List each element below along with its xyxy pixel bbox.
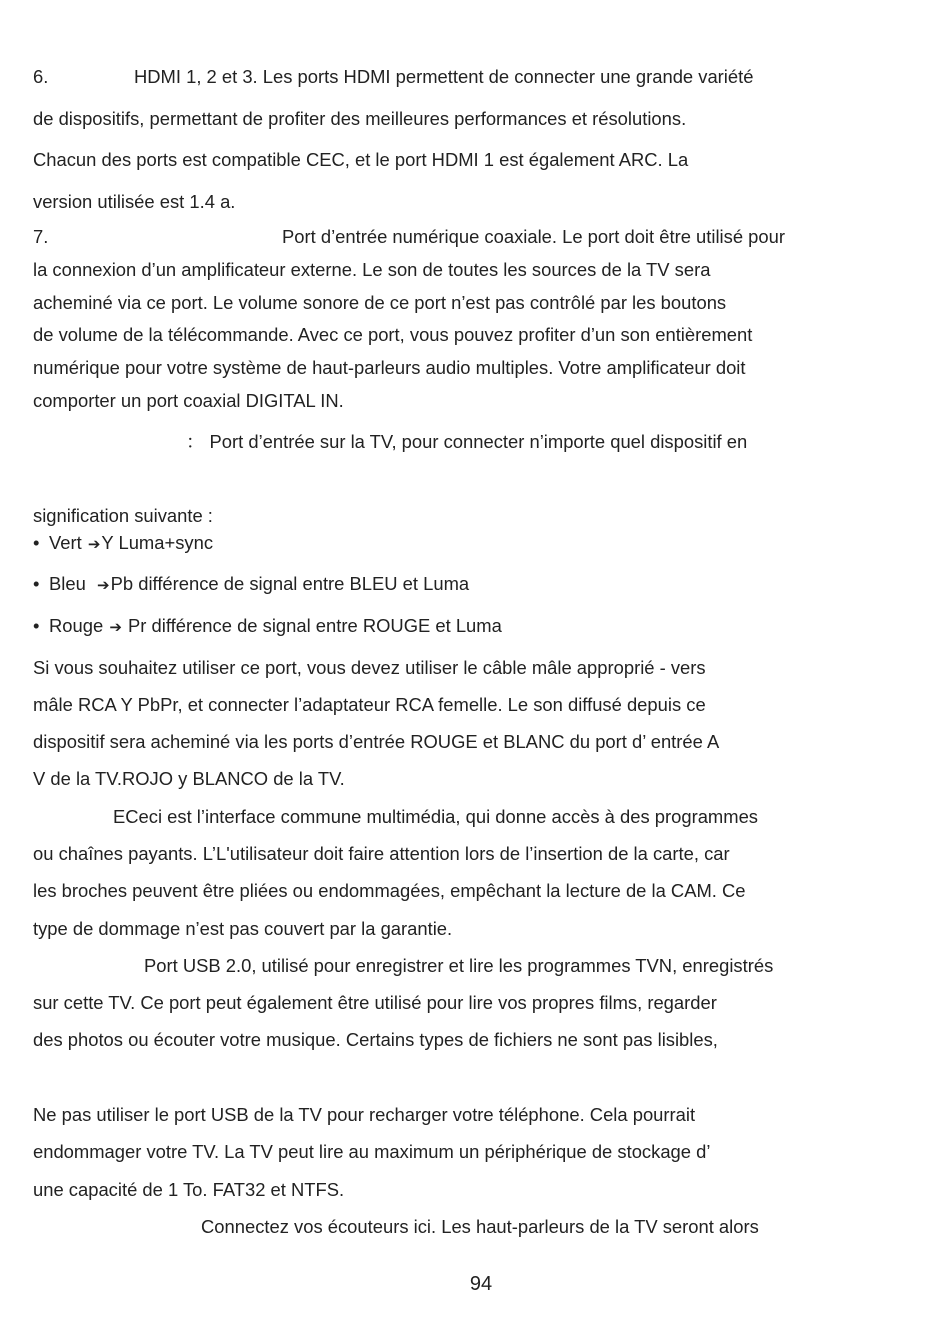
usb-warning-line: Ne pas utiliser le port USB de la TV pour recharger votre téléphone. Cela pourrait — [33, 1104, 696, 1125]
section-7-line: acheminé via ce port. Le volume sonore de ce port n’est pas contrôlé par les boutons — [33, 292, 727, 313]
arrow-right-icon: ➔ — [87, 536, 101, 553]
usb-line: sur cette TV. Ce port peut également être utilisé pour lire vos propres films, regarder — [33, 992, 717, 1013]
headphones-line: Connectez vos écouteurs ici. Les haut-parleurs de la TV seront alors — [201, 1216, 759, 1237]
bullet-dot: • — [33, 532, 40, 553]
section-7-line: numérique pour votre système de haut-parleurs audio multiples. Votre amplificateur doit — [33, 357, 746, 378]
ci-line: ou chaînes payants. L’L'utilisateur doit faire attention lors de l’insertion de la carte, car — [33, 843, 730, 864]
bullet-color: Vert — [49, 532, 82, 553]
section-7-line: Port d’entrée numérique coaxiale. Le port doit être utilisé pour — [282, 226, 785, 247]
section-6-line: de dispositifs, permettant de profiter des meilleures performances et résolutions. — [33, 108, 687, 129]
section-6-line: version utilisée est 1.4 a. — [33, 191, 236, 212]
bullet-color: Bleu — [49, 573, 86, 594]
section-6-number: 6. — [33, 66, 49, 87]
arrow-right-icon: ➔ — [97, 577, 110, 594]
bullet-item-red — [33, 615, 502, 639]
component-line: V de la TV.ROJO y BLANCO de la TV. — [33, 768, 345, 789]
ci-line: ECeci est l’interface commune multimédia, qui donne accès à des programmes — [113, 806, 758, 827]
usb-warning-line: endommager votre TV. La TV peut lire au maximum un périphérique de stockage d’ — [33, 1141, 711, 1162]
bullet-color: Rouge — [49, 615, 104, 636]
component-signification: signification suivante : — [33, 505, 213, 526]
ci-line: type de dommage n’est pas couvert par la garantie. — [33, 918, 453, 939]
component-line: Si vous souhaitez utiliser ce port, vous devez utiliser le câble mâle approprié - vers — [33, 657, 706, 678]
page-number: 94 — [469, 1273, 493, 1295]
usb-line: des photos ou écouter votre musique. Certains types de fichiers ne sont pas lisibles, — [33, 1029, 718, 1050]
component-line: mâle RCA Y PbPr, et connecter l’adaptateur RCA femelle. Le son diffusé depuis ce — [33, 694, 706, 715]
bullet-text: Pr différence de signal entre ROUGE et Luma — [128, 615, 502, 636]
section-7-number: 7. — [33, 226, 49, 247]
component-line: dispositif sera acheminé via les ports d’entrée ROUGE et BLANC du port d’ entrée A — [33, 731, 720, 752]
usb-line: Port USB 2.0, utilisé pour enregistrer et lire les programmes TVN, enregistrés — [144, 955, 774, 976]
arrow-right-icon: ➔ — [109, 619, 122, 636]
bullet-text: Y Luma+sync — [101, 532, 214, 553]
section-7-line: de volume de la télécommande. Avec ce port, vous pouvez profiter d’un son entièrement — [33, 324, 753, 345]
section-7-line: comporter un port coaxial DIGITAL IN. — [33, 390, 344, 411]
section-7-line: la connexion d’un amplificateur externe. Le son de toutes les sources de la TV sera — [33, 259, 711, 280]
bullet-item-green — [33, 532, 213, 556]
component-intro: ： Port d’entrée sur la TV, pour connecter n’importe quel dispositif en — [186, 431, 748, 452]
section-6-line: HDMI 1, 2 et 3. Les ports HDMI permettent de connecter une grande variété — [134, 66, 754, 87]
usb-warning-line: une capacité de 1 To. FAT32 et NTFS. — [33, 1179, 345, 1200]
ci-line: les broches peuvent être pliées ou endommagées, empêchant la lecture de la CAM. Ce — [33, 880, 746, 901]
bullet-dot: • — [33, 615, 40, 636]
section-6-line: Chacun des ports est compatible CEC, et le port HDMI 1 est également ARC. La — [33, 149, 689, 170]
bullet-dot: • — [33, 573, 40, 594]
bullet-text: Pb différence de signal entre BLEU et Luma — [110, 573, 470, 594]
bullet-item-blue — [33, 573, 469, 597]
